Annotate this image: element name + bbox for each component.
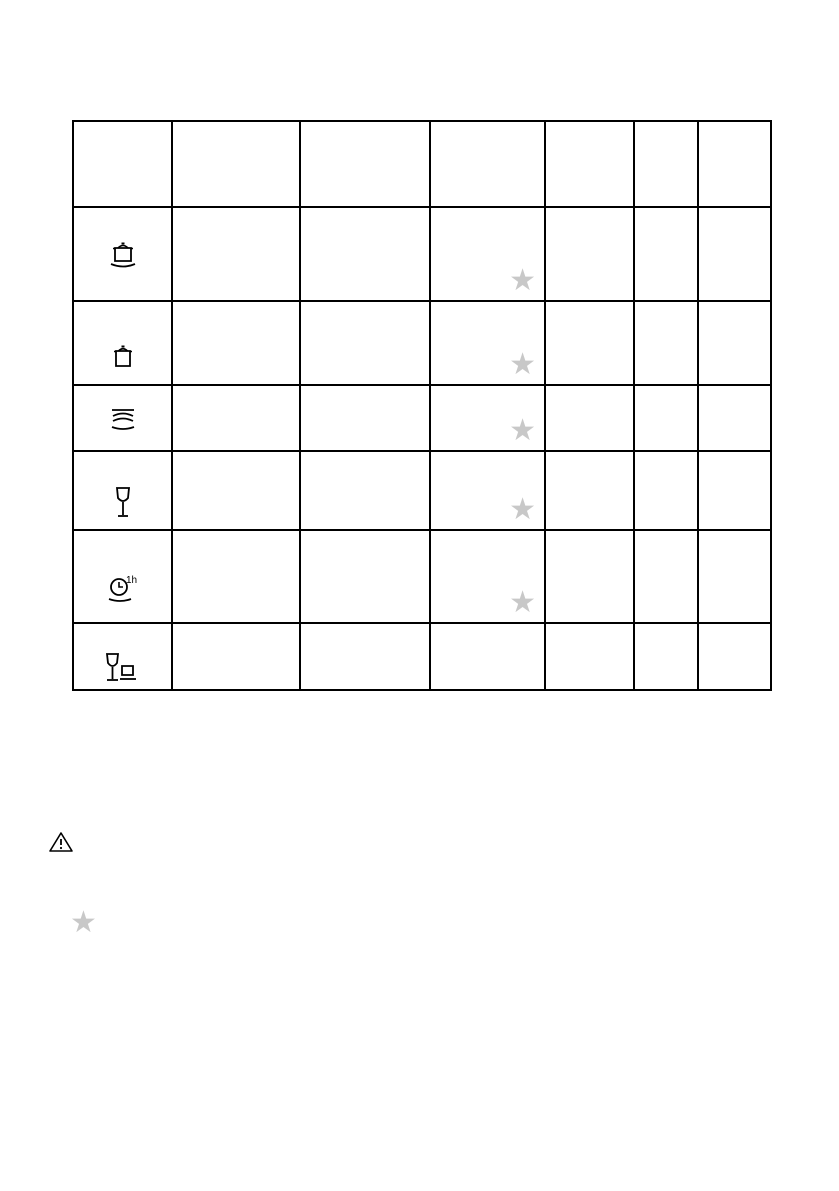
wine-glass-icon (111, 485, 135, 519)
header-cell (545, 121, 634, 207)
header-cell (172, 121, 300, 207)
program-icon-cell (73, 451, 172, 530)
table-cell (545, 207, 634, 301)
star-icon: ★ (509, 493, 536, 526)
header-cell (430, 121, 545, 207)
table-row (73, 301, 771, 385)
legend-star-icon: ★ (70, 906, 97, 939)
table-cell (172, 207, 300, 301)
table-cell (172, 301, 300, 385)
table-cell (430, 451, 545, 530)
stacked-plates-icon (108, 405, 138, 431)
table-cell (634, 207, 698, 301)
table-cell (634, 451, 698, 530)
header-cell (634, 121, 698, 207)
program-icon-cell (73, 385, 172, 451)
star-icon: ★ (509, 348, 536, 381)
table-cell (698, 623, 771, 690)
one-hour-label: 1h (125, 575, 137, 586)
table-row (73, 451, 771, 530)
program-table (72, 120, 772, 691)
table-cell (698, 451, 771, 530)
table-cell (634, 385, 698, 451)
table-cell (300, 530, 430, 623)
table-cell (172, 451, 300, 530)
table-cell (172, 385, 300, 451)
table-cell (430, 385, 545, 451)
table-cell (545, 451, 634, 530)
table-cell (300, 301, 430, 385)
program-icon-cell (73, 207, 172, 301)
table-cell (172, 623, 300, 690)
table-cell (430, 530, 545, 623)
table-header-row (73, 121, 771, 207)
star-icon: ★ (509, 414, 536, 447)
table-cell (634, 530, 698, 623)
table-row (73, 207, 771, 301)
table-cell (698, 385, 771, 451)
program-icon-cell (73, 301, 172, 385)
table-cell (698, 301, 771, 385)
table-cell (300, 207, 430, 301)
header-cell (698, 121, 771, 207)
program-icon-cell (73, 530, 172, 623)
table-cell (172, 530, 300, 623)
table-cell (545, 530, 634, 623)
warning-triangle-icon (48, 831, 74, 853)
table-row (73, 530, 771, 623)
table-cell (430, 207, 545, 301)
table-cell (634, 623, 698, 690)
table-cell (300, 451, 430, 530)
table-cell (430, 623, 545, 690)
table-cell (698, 530, 771, 623)
table-row (73, 385, 771, 451)
table-cell (698, 207, 771, 301)
header-cell (300, 121, 430, 207)
table-cell (545, 301, 634, 385)
star-icon: ★ (509, 264, 536, 297)
table-cell (545, 623, 634, 690)
table-cell (430, 301, 545, 385)
header-cell (73, 121, 172, 207)
program-icon-cell (73, 623, 172, 690)
one-hour-clock-icon (106, 574, 140, 604)
table-cell (300, 385, 430, 451)
pot-icon (108, 342, 138, 370)
glass-and-cup-icon (103, 651, 143, 683)
intensive-pot-icon (108, 239, 138, 269)
table-cell (300, 623, 430, 690)
table-row (73, 623, 771, 690)
table-cell (634, 301, 698, 385)
star-icon: ★ (509, 586, 536, 619)
table-cell (545, 385, 634, 451)
